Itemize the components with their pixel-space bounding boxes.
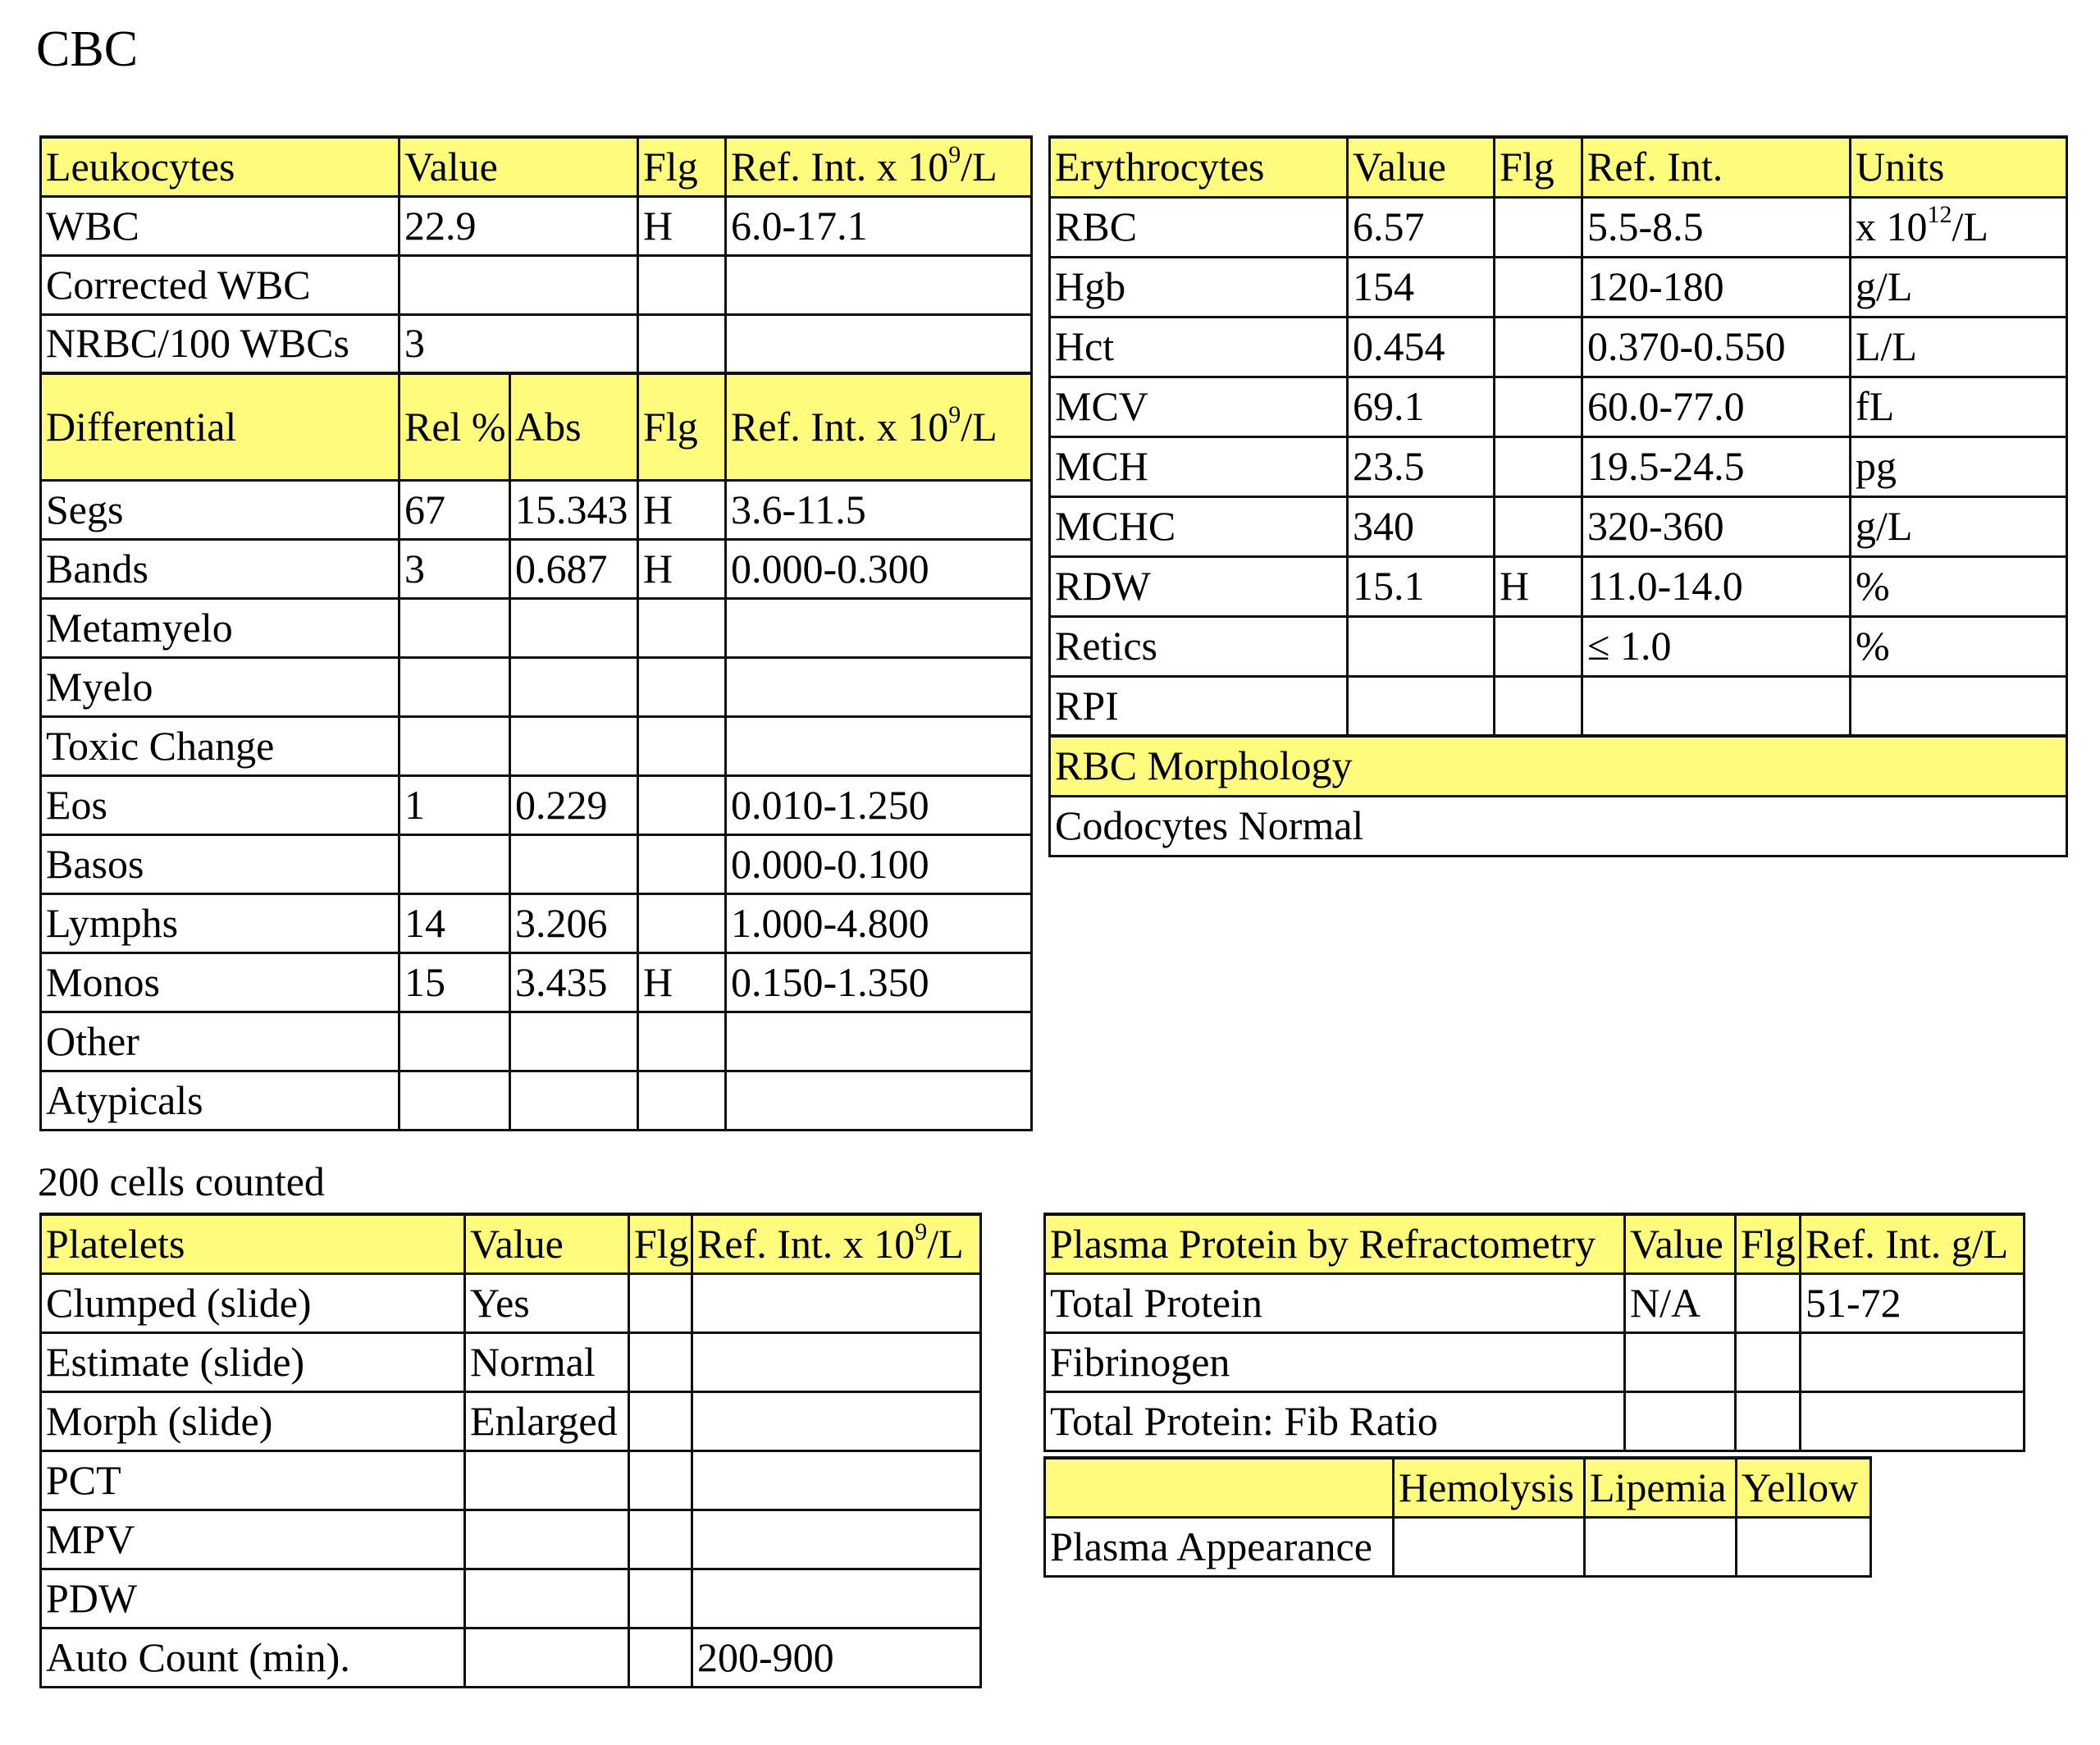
differential-row — [41, 1012, 1032, 1071]
erythrocyte-name: MCV — [1050, 377, 1348, 436]
differential-rel — [399, 716, 510, 775]
plasma-appearance-header-row — [1045, 1458, 1871, 1517]
differential-flag — [638, 598, 726, 657]
erythrocyte-name: Hct — [1050, 317, 1348, 377]
plasma-appearance-table — [1043, 1456, 1872, 1578]
erythrocytes-header-row — [1050, 137, 2067, 197]
differential-flag — [638, 1071, 726, 1130]
differential-row — [41, 1071, 1032, 1130]
erythrocyte-ref: 5.5-8.5 — [1582, 197, 1851, 257]
platelet-name: Clumped (slide) — [41, 1273, 465, 1332]
erythrocyte-name: MCH — [1050, 436, 1348, 496]
differential-abs: 3.206 — [510, 893, 638, 952]
differential-abs: 15.343 — [510, 480, 638, 539]
platelet-name: PDW — [41, 1569, 465, 1628]
plasma-protein-row — [1045, 1332, 2025, 1391]
erythrocyte-ref: ≤ 1.0 — [1582, 616, 1851, 676]
differential-name: Myelo — [41, 657, 399, 716]
differential-rel — [399, 1071, 510, 1130]
differential-abs: 3.435 — [510, 952, 638, 1012]
erythrocyte-ref: 11.0-14.0 — [1582, 556, 1851, 616]
differential-abs — [510, 1071, 638, 1130]
leukocyte-row — [41, 255, 1032, 314]
platelets-header-row — [41, 1214, 981, 1273]
plasma-protein-ref: 51-72 — [1801, 1273, 2025, 1332]
platelet-flag — [629, 1510, 692, 1569]
differential-ref: 3.6-11.5 — [726, 480, 1032, 539]
platelet-value: Normal — [465, 1332, 629, 1391]
erythrocyte-flag — [1495, 317, 1582, 377]
erythrocyte-units — [1851, 676, 2067, 736]
erythrocyte-flag — [1495, 377, 1582, 436]
platelet-flag — [629, 1569, 692, 1628]
erythrocyte-value: 23.5 — [1348, 436, 1495, 496]
erythrocyte-units: g/L — [1851, 496, 2067, 556]
plasma-protein-name: Total Protein — [1045, 1273, 1625, 1332]
erythrocyte-name: Retics — [1050, 616, 1348, 676]
erythrocyte-name: RBC — [1050, 197, 1348, 257]
leukocyte-ref: 6.0-17.1 — [726, 196, 1032, 255]
rbc-morphology-header-row — [1050, 736, 2067, 796]
erythrocyte-ref: 19.5-24.5 — [1582, 436, 1851, 496]
differential-abs: 0.229 — [510, 775, 638, 834]
differential-name: Toxic Change — [41, 716, 399, 775]
rbc-morphology-text: Codocytes Normal — [1050, 796, 2067, 856]
platelet-ref — [692, 1391, 981, 1450]
leukocyte-row — [41, 196, 1032, 255]
differential-header-ref: Ref. Int. x $10^9/L$ — [726, 373, 1032, 480]
differential-rel: 15 — [399, 952, 510, 1012]
plasma-protein-header-ref: Ref. Int. g/L — [1801, 1214, 2025, 1273]
erythrocyte-units: L/L — [1851, 317, 2067, 377]
erythrocyte-units: pg — [1851, 436, 2067, 496]
cells-counted-note: 200 cells counted — [38, 1158, 325, 1204]
erythrocyte-name: MCHC — [1050, 496, 1348, 556]
differential-rel: 67 — [399, 480, 510, 539]
erythrocyte-ref: 120-180 — [1582, 257, 1851, 317]
erythrocyte-row — [1050, 436, 2067, 496]
erythrocyte-row — [1050, 676, 2067, 736]
leukocytes-header-label: Leukocytes — [41, 137, 399, 196]
erythrocyte-row — [1050, 197, 2067, 257]
differential-abs — [510, 834, 638, 893]
differential-header-rel: Rel % — [399, 373, 510, 480]
platelet-ref — [692, 1332, 981, 1391]
platelet-name: Estimate (slide) — [41, 1332, 465, 1391]
plasma-appearance-row — [1045, 1517, 1871, 1576]
platelet-flag — [629, 1628, 692, 1687]
platelet-row — [41, 1332, 981, 1391]
platelet-flag — [629, 1332, 692, 1391]
platelet-ref — [692, 1273, 981, 1332]
erythrocyte-flag — [1495, 197, 1582, 257]
differential-ref: 0.010-1.250 — [726, 775, 1032, 834]
erythrocyte-units: % — [1851, 556, 2067, 616]
platelets-table — [39, 1213, 982, 1688]
leukocytes-header-ref: Ref. Int. x $10^9/L$ — [726, 137, 1032, 196]
platelet-row — [41, 1628, 981, 1687]
erythrocyte-value: 0.454 — [1348, 317, 1495, 377]
differential-row — [41, 598, 1032, 657]
erythrocyte-ref: 0.370-0.550 — [1582, 317, 1851, 377]
platelets-header-ref: Ref. Int. x $10^9/L$ — [692, 1214, 981, 1273]
plasma-protein-name: Total Protein: Fib Ratio — [1045, 1391, 1625, 1450]
differential-row — [41, 657, 1032, 716]
differential-rel: 1 — [399, 775, 510, 834]
plasma-protein-name: Fibrinogen — [1045, 1332, 1625, 1391]
differential-name: Basos — [41, 834, 399, 893]
plasma-appearance-hemolysis — [1394, 1517, 1585, 1576]
differential-row — [41, 834, 1032, 893]
plasma-appearance-yellow — [1737, 1517, 1871, 1576]
platelet-row — [41, 1391, 981, 1450]
differential-header-label: Differential — [41, 373, 399, 480]
plasma-protein-header-value: Value — [1625, 1214, 1736, 1273]
platelet-ref — [692, 1450, 981, 1510]
differential-flag: H — [638, 480, 726, 539]
plasma-protein-flag — [1736, 1332, 1801, 1391]
leukocyte-flag: H — [638, 196, 726, 255]
differential-abs — [510, 657, 638, 716]
differential-row — [41, 775, 1032, 834]
plasma-protein-value: N/A — [1625, 1273, 1736, 1332]
page-title: CBC — [36, 21, 139, 77]
platelet-value — [465, 1450, 629, 1510]
differential-abs — [510, 1012, 638, 1071]
leukocyte-flag — [638, 314, 726, 373]
differential-name: Other — [41, 1012, 399, 1071]
erythrocytes-header-value: Value — [1348, 137, 1495, 197]
differential-abs: 0.687 — [510, 539, 638, 598]
erythrocyte-value — [1348, 616, 1495, 676]
leukocytes-header-value: Value — [399, 137, 638, 196]
erythrocyte-ref: 60.0-77.0 — [1582, 377, 1851, 436]
platelet-ref — [692, 1569, 981, 1628]
platelets-header-label: Platelets — [41, 1214, 465, 1273]
erythrocytes-header-label: Erythrocytes — [1050, 137, 1348, 197]
leukocyte-flag — [638, 255, 726, 314]
erythrocyte-value — [1348, 676, 1495, 736]
platelet-name: MPV — [41, 1510, 465, 1569]
plasma-protein-header-row — [1045, 1214, 2025, 1273]
platelet-value — [465, 1569, 629, 1628]
rbc-morphology-row — [1050, 796, 2067, 856]
erythrocyte-row — [1050, 317, 2067, 377]
erythrocyte-value: 154 — [1348, 257, 1495, 317]
erythrocyte-ref: 320-360 — [1582, 496, 1851, 556]
differential-ref: 0.000-0.300 — [726, 539, 1032, 598]
differential-header-abs: Abs — [510, 373, 638, 480]
erythrocyte-ref — [1582, 676, 1851, 736]
differential-header-flag: Flg — [638, 373, 726, 480]
plasma-protein-ref — [1801, 1332, 2025, 1391]
differential-rel — [399, 657, 510, 716]
platelet-name: Morph (slide) — [41, 1391, 465, 1450]
rbc-morphology-header: RBC Morphology — [1050, 736, 2067, 796]
plasma-protein-row — [1045, 1273, 2025, 1332]
differential-name: Lymphs — [41, 893, 399, 952]
leukocyte-value: 3 — [399, 314, 638, 373]
leukocyte-ref — [726, 255, 1032, 314]
erythrocyte-units: % — [1851, 616, 2067, 676]
plasma-protein-value — [1625, 1391, 1736, 1450]
plasma-appearance-header-yellow: Yellow — [1737, 1458, 1871, 1517]
differential-flag — [638, 1012, 726, 1071]
differential-rel — [399, 598, 510, 657]
differential-name: Metamyelo — [41, 598, 399, 657]
erythrocyte-name: RDW — [1050, 556, 1348, 616]
platelet-name: Auto Count (min). — [41, 1628, 465, 1687]
differential-ref — [726, 1012, 1032, 1071]
platelet-ref — [692, 1510, 981, 1569]
plasma-protein-value — [1625, 1332, 1736, 1391]
erythrocyte-value: 6.57 — [1348, 197, 1495, 257]
differential-abs — [510, 716, 638, 775]
differential-name: Eos — [41, 775, 399, 834]
differential-name: Monos — [41, 952, 399, 1012]
differential-flag — [638, 716, 726, 775]
plasma-appearance-header-hemolysis: Hemolysis — [1394, 1458, 1585, 1517]
differential-rel: 14 — [399, 893, 510, 952]
platelet-flag — [629, 1391, 692, 1450]
differential-ref — [726, 716, 1032, 775]
erythrocyte-flag — [1495, 676, 1582, 736]
erythrocyte-flag: H — [1495, 556, 1582, 616]
erythrocyte-row — [1050, 257, 2067, 317]
differential-row — [41, 539, 1032, 598]
differential-name: Bands — [41, 539, 399, 598]
erythrocyte-row — [1050, 496, 2067, 556]
differential-row — [41, 716, 1032, 775]
erythrocyte-flag — [1495, 436, 1582, 496]
plasma-protein-flag — [1736, 1391, 1801, 1450]
erythrocyte-flag — [1495, 496, 1582, 556]
plasma-appearance-label: Plasma Appearance — [1045, 1517, 1394, 1576]
plasma-protein-header-label: Plasma Protein by Refractometry — [1045, 1214, 1625, 1273]
differential-flag — [638, 657, 726, 716]
erythrocyte-flag — [1495, 616, 1582, 676]
platelets-header-value: Value — [465, 1214, 629, 1273]
platelet-ref: 200-900 — [692, 1628, 981, 1687]
leukocyte-name: NRBC/100 WBCs — [41, 314, 399, 373]
platelet-row — [41, 1569, 981, 1628]
erythrocyte-name: RPI — [1050, 676, 1348, 736]
erythrocyte-row — [1050, 616, 2067, 676]
erythrocyte-row — [1050, 556, 2067, 616]
erythrocyte-units: g/L — [1851, 257, 2067, 317]
platelet-value: Yes — [465, 1273, 629, 1332]
differential-flag: H — [638, 539, 726, 598]
erythrocyte-units: x $10^{12}/L$ — [1851, 197, 2067, 257]
erythrocytes-table — [1048, 135, 2068, 857]
differential-name: Segs — [41, 480, 399, 539]
leukocyte-value — [399, 255, 638, 314]
plasma-protein-table — [1043, 1213, 2025, 1452]
platelet-row — [41, 1273, 981, 1332]
differential-rel — [399, 1012, 510, 1071]
erythrocytes-header-units: Units — [1851, 137, 2067, 197]
platelet-value: Enlarged — [465, 1391, 629, 1450]
differential-flag: H — [638, 952, 726, 1012]
platelet-row — [41, 1510, 981, 1569]
erythrocyte-name: Hgb — [1050, 257, 1348, 317]
leukocytes-table — [39, 135, 1033, 1131]
differential-ref: 0.000-0.100 — [726, 834, 1032, 893]
leukocytes-header-row — [41, 137, 1032, 196]
erythrocytes-header-flag: Flg — [1495, 137, 1582, 197]
leukocyte-ref — [726, 314, 1032, 373]
platelets-header-flag: Flg — [629, 1214, 692, 1273]
differential-flag — [638, 775, 726, 834]
differential-flag — [638, 893, 726, 952]
plasma-appearance-header-lipemia: Lipemia — [1585, 1458, 1737, 1517]
differential-row — [41, 480, 1032, 539]
differential-name: Atypicals — [41, 1071, 399, 1130]
platelet-flag — [629, 1273, 692, 1332]
platelet-row — [41, 1450, 981, 1510]
differential-ref — [726, 1071, 1032, 1130]
differential-ref — [726, 657, 1032, 716]
differential-row — [41, 952, 1032, 1012]
erythrocyte-flag — [1495, 257, 1582, 317]
differential-header-row — [41, 373, 1032, 480]
plasma-protein-header-flag: Flg — [1736, 1214, 1801, 1273]
platelet-value — [465, 1628, 629, 1687]
erythrocyte-row — [1050, 377, 2067, 436]
leukocyte-name: Corrected WBC — [41, 255, 399, 314]
differential-rel: 3 — [399, 539, 510, 598]
leukocyte-value: 22.9 — [399, 196, 638, 255]
leukocytes-header-flag: Flg — [638, 137, 726, 196]
leukocyte-row — [41, 314, 1032, 373]
differential-abs — [510, 598, 638, 657]
differential-ref — [726, 598, 1032, 657]
differential-row — [41, 893, 1032, 952]
plasma-appearance-header-blank — [1045, 1458, 1394, 1517]
differential-flag — [638, 834, 726, 893]
platelet-name: PCT — [41, 1450, 465, 1510]
plasma-protein-ref — [1801, 1391, 2025, 1450]
differential-rel — [399, 834, 510, 893]
platelet-flag — [629, 1450, 692, 1510]
erythrocyte-value: 340 — [1348, 496, 1495, 556]
leukocyte-name: WBC — [41, 196, 399, 255]
differential-ref: 0.150-1.350 — [726, 952, 1032, 1012]
erythrocytes-header-ref: Ref. Int. — [1582, 137, 1851, 197]
plasma-protein-flag — [1736, 1273, 1801, 1332]
differential-ref: 1.000-4.800 — [726, 893, 1032, 952]
plasma-appearance-lipemia — [1585, 1517, 1737, 1576]
erythrocyte-value: 69.1 — [1348, 377, 1495, 436]
erythrocyte-value: 15.1 — [1348, 556, 1495, 616]
plasma-protein-row — [1045, 1391, 2025, 1450]
platelet-value — [465, 1510, 629, 1569]
erythrocyte-units: fL — [1851, 377, 2067, 436]
